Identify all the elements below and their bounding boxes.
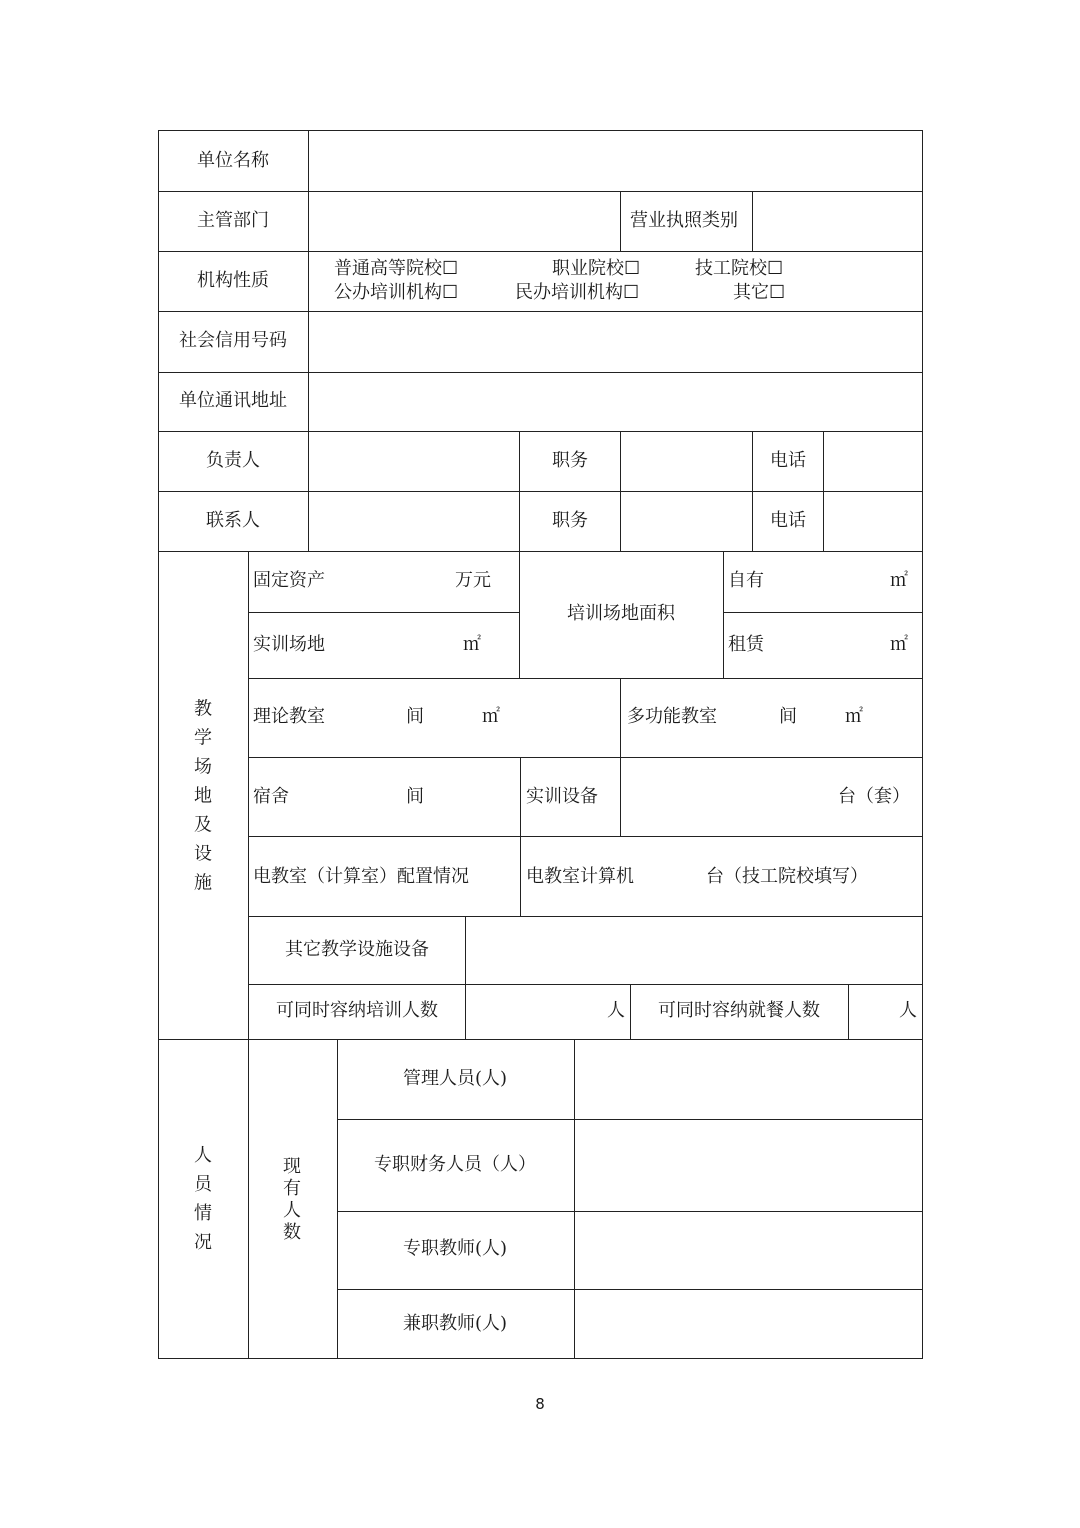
other-equipment-field[interactable] [466,917,922,984]
supervisor-label: 主管部门 [197,210,269,231]
computer-room-label: 电教室（计算室）配置情况 [253,866,469,887]
nature-option-vocational-college[interactable]: 职业院校☐ [552,258,641,279]
computer-count-unit[interactable]: 台（技工院校填写） [706,866,868,887]
personnel-section-label: 人员情况 [194,1145,212,1253]
current-count-label: 现有人数 [283,1156,301,1243]
nature-option-general-college[interactable]: 普通高等院校☐ [334,258,459,279]
nature-option-other[interactable]: 其它☐ [733,282,786,303]
contact-phone-field[interactable] [824,492,922,551]
responsible-name-field[interactable] [309,432,519,491]
contact-position-label: 职务 [552,510,588,531]
supervisor-field[interactable] [309,192,620,251]
capacity-dining-label: 可同时容纳就餐人数 [658,1000,820,1021]
dorm-count-unit[interactable]: 间 [406,786,424,807]
site-area-label: 培训场地面积 [567,603,675,624]
equipment-label: 实训设备 [526,786,598,807]
equipment-unit[interactable]: 台（套） [838,786,910,807]
contact-position-field[interactable] [621,492,752,551]
credit-code-label: 社会信用号码 [179,330,287,351]
fulltime-teacher-count-field[interactable] [575,1212,922,1289]
unit-name-label: 单位名称 [197,150,269,171]
capacity-train-label: 可同时容纳培训人数 [276,1000,438,1021]
theory-room-count-unit[interactable]: 间 [406,706,424,727]
practice-site-unit[interactable]: ㎡ [463,634,481,655]
facilities-section-label: 教学场地及设施 [194,698,212,894]
nature-option-public-training[interactable]: 公办培训机构☐ [334,282,459,303]
finance-label: 专职财务人员（人） [374,1154,536,1175]
management-label: 管理人员(人) [402,1068,508,1089]
nature-option-private-training[interactable]: 民办培训机构☐ [515,282,640,303]
unit-name-field[interactable] [309,131,922,191]
multi-room-area-unit[interactable]: ㎡ [845,706,863,727]
address-label: 单位通讯地址 [179,390,287,411]
capacity-train-unit[interactable]: 人 [607,1000,625,1021]
theory-room-label: 理论教室 [253,706,325,727]
contact-phone-label: 电话 [770,510,806,531]
responsible-position-field[interactable] [621,432,752,491]
capacity-dining-unit[interactable]: 人 [899,1000,917,1021]
management-count-field[interactable] [575,1040,922,1119]
responsible-phone-label: 电话 [770,450,806,471]
page-number: 8 [535,1395,545,1413]
multi-room-count-unit[interactable]: 间 [779,706,797,727]
fixed-assets-unit[interactable]: 万元 [455,570,491,591]
theory-room-area-unit[interactable]: ㎡ [482,706,500,727]
license-type-label: 营业执照类别 [630,210,738,231]
fulltime-teacher-label: 专职教师(人) [402,1238,508,1259]
license-type-field[interactable] [753,192,922,251]
responsible-label: 负责人 [206,450,260,471]
multi-room-label: 多功能教室 [627,706,717,727]
responsible-position-label: 职务 [552,450,588,471]
finance-count-field[interactable] [575,1120,922,1211]
address-field[interactable] [309,373,922,431]
nature-label: 机构性质 [197,270,269,291]
contact-name-field[interactable] [309,492,519,551]
responsible-phone-field[interactable] [824,432,922,491]
credit-code-field[interactable] [309,312,922,372]
parttime-teacher-count-field[interactable] [575,1290,922,1358]
practice-site-label: 实训场地 [253,634,325,655]
owned-label: 自有 [728,570,764,591]
contact-label: 联系人 [206,510,260,531]
computer-count-label: 电教室计算机 [526,866,634,887]
nature-option-technical-college[interactable]: 技工院校☐ [695,258,784,279]
leased-area-unit[interactable]: ㎡ [890,634,908,655]
leased-label: 租赁 [728,634,764,655]
other-equipment-label: 其它教学设施设备 [285,939,429,960]
parttime-teacher-label: 兼职教师(人) [402,1313,508,1334]
owned-area-unit[interactable]: ㎡ [890,570,908,591]
fixed-assets-label: 固定资产 [253,570,325,591]
dorm-label: 宿舍 [253,786,289,807]
